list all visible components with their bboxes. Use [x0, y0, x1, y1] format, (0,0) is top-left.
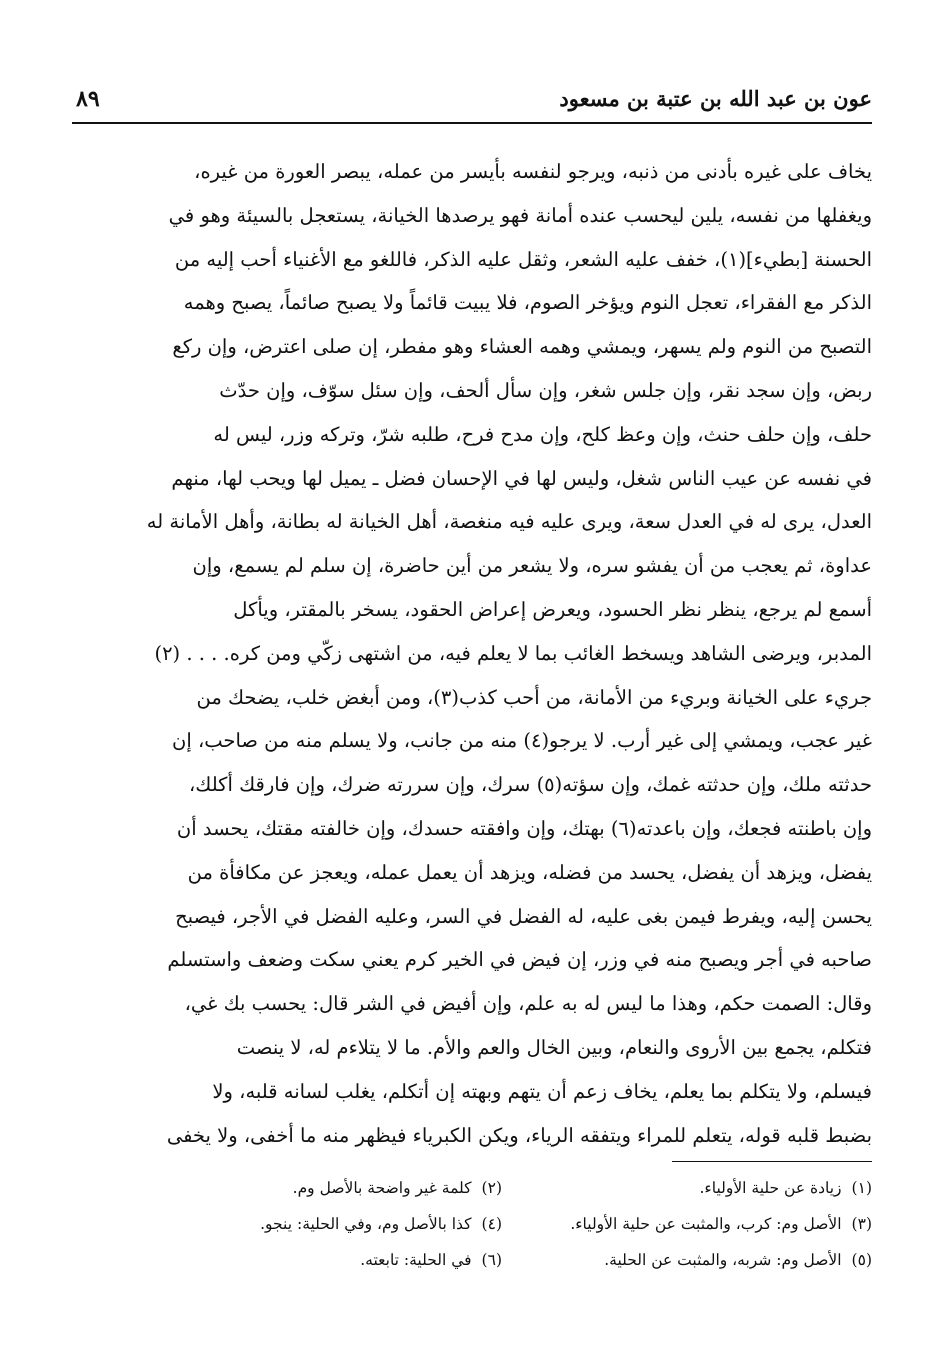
text-line: صاحبه في أجر ويصبح منه في وزر، إن فيض في الخير كرم يعني سكت وضعف واستسلم — [167, 948, 872, 972]
footnote-text: الأصل وم: كرب، والمثبت عن حلية الأولياء. — [570, 1215, 842, 1233]
footnote — [102, 1170, 502, 1206]
footnote-number: (١) — [851, 1179, 872, 1197]
text-line: عداوة، ثم يعجب من أن يفشو سره، ولا يشعر من أين حاضرة، إن سلم لم يسمع، وإن — [192, 554, 872, 578]
footnote-text: في الحلية: تابعته. — [360, 1251, 472, 1269]
text-line: ويغفلها من نفسه، يلين ليحسب عنده أمانة فهو يرصدها الخيانة، يستعجل بالسيئة وهو في — [168, 203, 872, 227]
text-line: ربض، وإن سجد نقر، وإن جلس شغر، وإن سأل ألحف، وإن سئل سوّف، وإن حدّث — [219, 378, 872, 402]
footnote-separator — [672, 1161, 872, 1162]
text-line: فتكلم، يجمع بين الأروى والنعام، وبين الخال والعم والأم. ما لا يتلاءم له، لا ينصت — [236, 1035, 872, 1059]
text-line: بضبط قلبه قوله، يتعلم للمراء ويتفقه الرياء، ويكن الكبرياء فيظهر منه ما أخفى، ولا يخفى — [166, 1123, 872, 1147]
text-line: غير عجب، ويمشي إلى غير أرب. لا يرجو(٤) منه من جانب، ولا يسلم منه من صاحب، إن — [172, 729, 872, 753]
text-line: يفضل، ويزهد أن يفضل، يحسد من فضله، ويزهد أن يعمل عمله، ويعجز عن مكافأة من — [187, 860, 872, 884]
text-line: المدبر، ويرضى الشاهد ويسخط الغائب بما لا يعلم فيه، من اشتهى زكّي ومن كره. . . . (٢) — [154, 641, 872, 665]
footnote — [502, 1170, 872, 1206]
text-line: وقال: الصمت حكم، وهذا ما ليس له به علم، وإن أفيض في الشر قال: يحسب بك غي، — [184, 992, 872, 1016]
footnote-text: كذا بالأصل وم، وفي الحلية: ينجو. — [260, 1215, 472, 1233]
text-line: في نفسه عن عيب الناس شغل، وليس لها في الإحسان فضل ـ يميل لها ويحب لها، منهم — [171, 466, 872, 490]
footnote-text: كلمة غير واضحة بالأصل وم. — [292, 1179, 472, 1197]
page-number: ٨٩ — [76, 86, 100, 112]
body-text — [72, 150, 872, 1157]
footnote — [502, 1206, 872, 1242]
text-line: الذكر مع الفقراء، تعجل النوم ويؤخر الصوم، فلا يبيت قائماً ولا يصبح صائماً، يصبح وهمه — [183, 291, 872, 315]
text-line: حدثته ملك، وإن حدثته غمك، وإن سؤته(٥) سرك، وإن سررته ضرك، وإن فارقك أكلك، — [189, 773, 872, 797]
text-line: العدل، يرى له في العدل سعة، ويرى عليه فيه منغصة، أهل الخيانة له بطانة، وأهل الأمانة له — [146, 510, 872, 534]
text-line: فيسلم، ولا يتكلم بما يعلم، يخاف زعم أن يتهم وبهته إن أتكلم، يغلب لسانه قلبه، ولا — [212, 1079, 872, 1103]
text-line: أسمع لم يرجع، ينظر نظر الحسود، ويعرض إعراض الحقود، يسخر بالمقتر، ويأكل — [233, 597, 872, 621]
footnote — [502, 1242, 872, 1278]
footnote-number: (٢) — [481, 1179, 502, 1197]
footnote-number: (٦) — [481, 1251, 502, 1269]
footnote-number: (٤) — [481, 1215, 502, 1233]
text-line: التصبح من النوم ولم يسهر، ويمشي وهمه العشاء وهو مفطر، إن صلى اعترض، وإن ركع — [172, 335, 872, 359]
footnote-number: (٥) — [851, 1251, 872, 1269]
text-line: حلف، وإن حلف حنث، وإن وعظ كلح، وإن مدح فرح، طلبه شرّ، وتركه وزر، ليس له — [213, 422, 872, 446]
text-line: وإن باطنته فجعك، وإن باعدته(٦) بهتك، وإن وافقته حسدك، وإن خالفته مقتك، يحسد أن — [176, 816, 872, 840]
footnote-number: (٣) — [851, 1215, 872, 1233]
footnotes-left-column — [102, 1170, 502, 1278]
footnotes-right-column — [502, 1170, 872, 1278]
footnote-text: الأصل وم: شربه، والمثبت عن الحلية. — [604, 1251, 842, 1269]
footnote-text: زيادة عن حلية الأولياء. — [699, 1179, 842, 1197]
text-line: جريء على الخيانة وبريء من الأمانة، من أحب كذب(٣)، ومن أبغض خلب، يضحك من — [196, 685, 872, 709]
text-line: الحسنة [بطيء](١)، خفف عليه الشعر، وثقل عليه الذكر، فاللغو مع الأغنياء أحب إليه من — [174, 247, 872, 271]
footnote — [102, 1242, 502, 1278]
footnote — [102, 1206, 502, 1242]
text-line: يحسن إليه، ويفرط فيمن بغى عليه، له الفضل في السر، وعليه الفضل في الأجر، فيصبح — [175, 904, 872, 928]
text-line: يخاف على غيره بأدنى من ذنبه، ويرجو لنفسه بأيسر من عمله، يبصر العورة من غيره، — [194, 160, 872, 183]
running-title: عون بن عبد الله بن عتبة بن مسعود — [559, 86, 872, 111]
running-header — [72, 82, 872, 124]
